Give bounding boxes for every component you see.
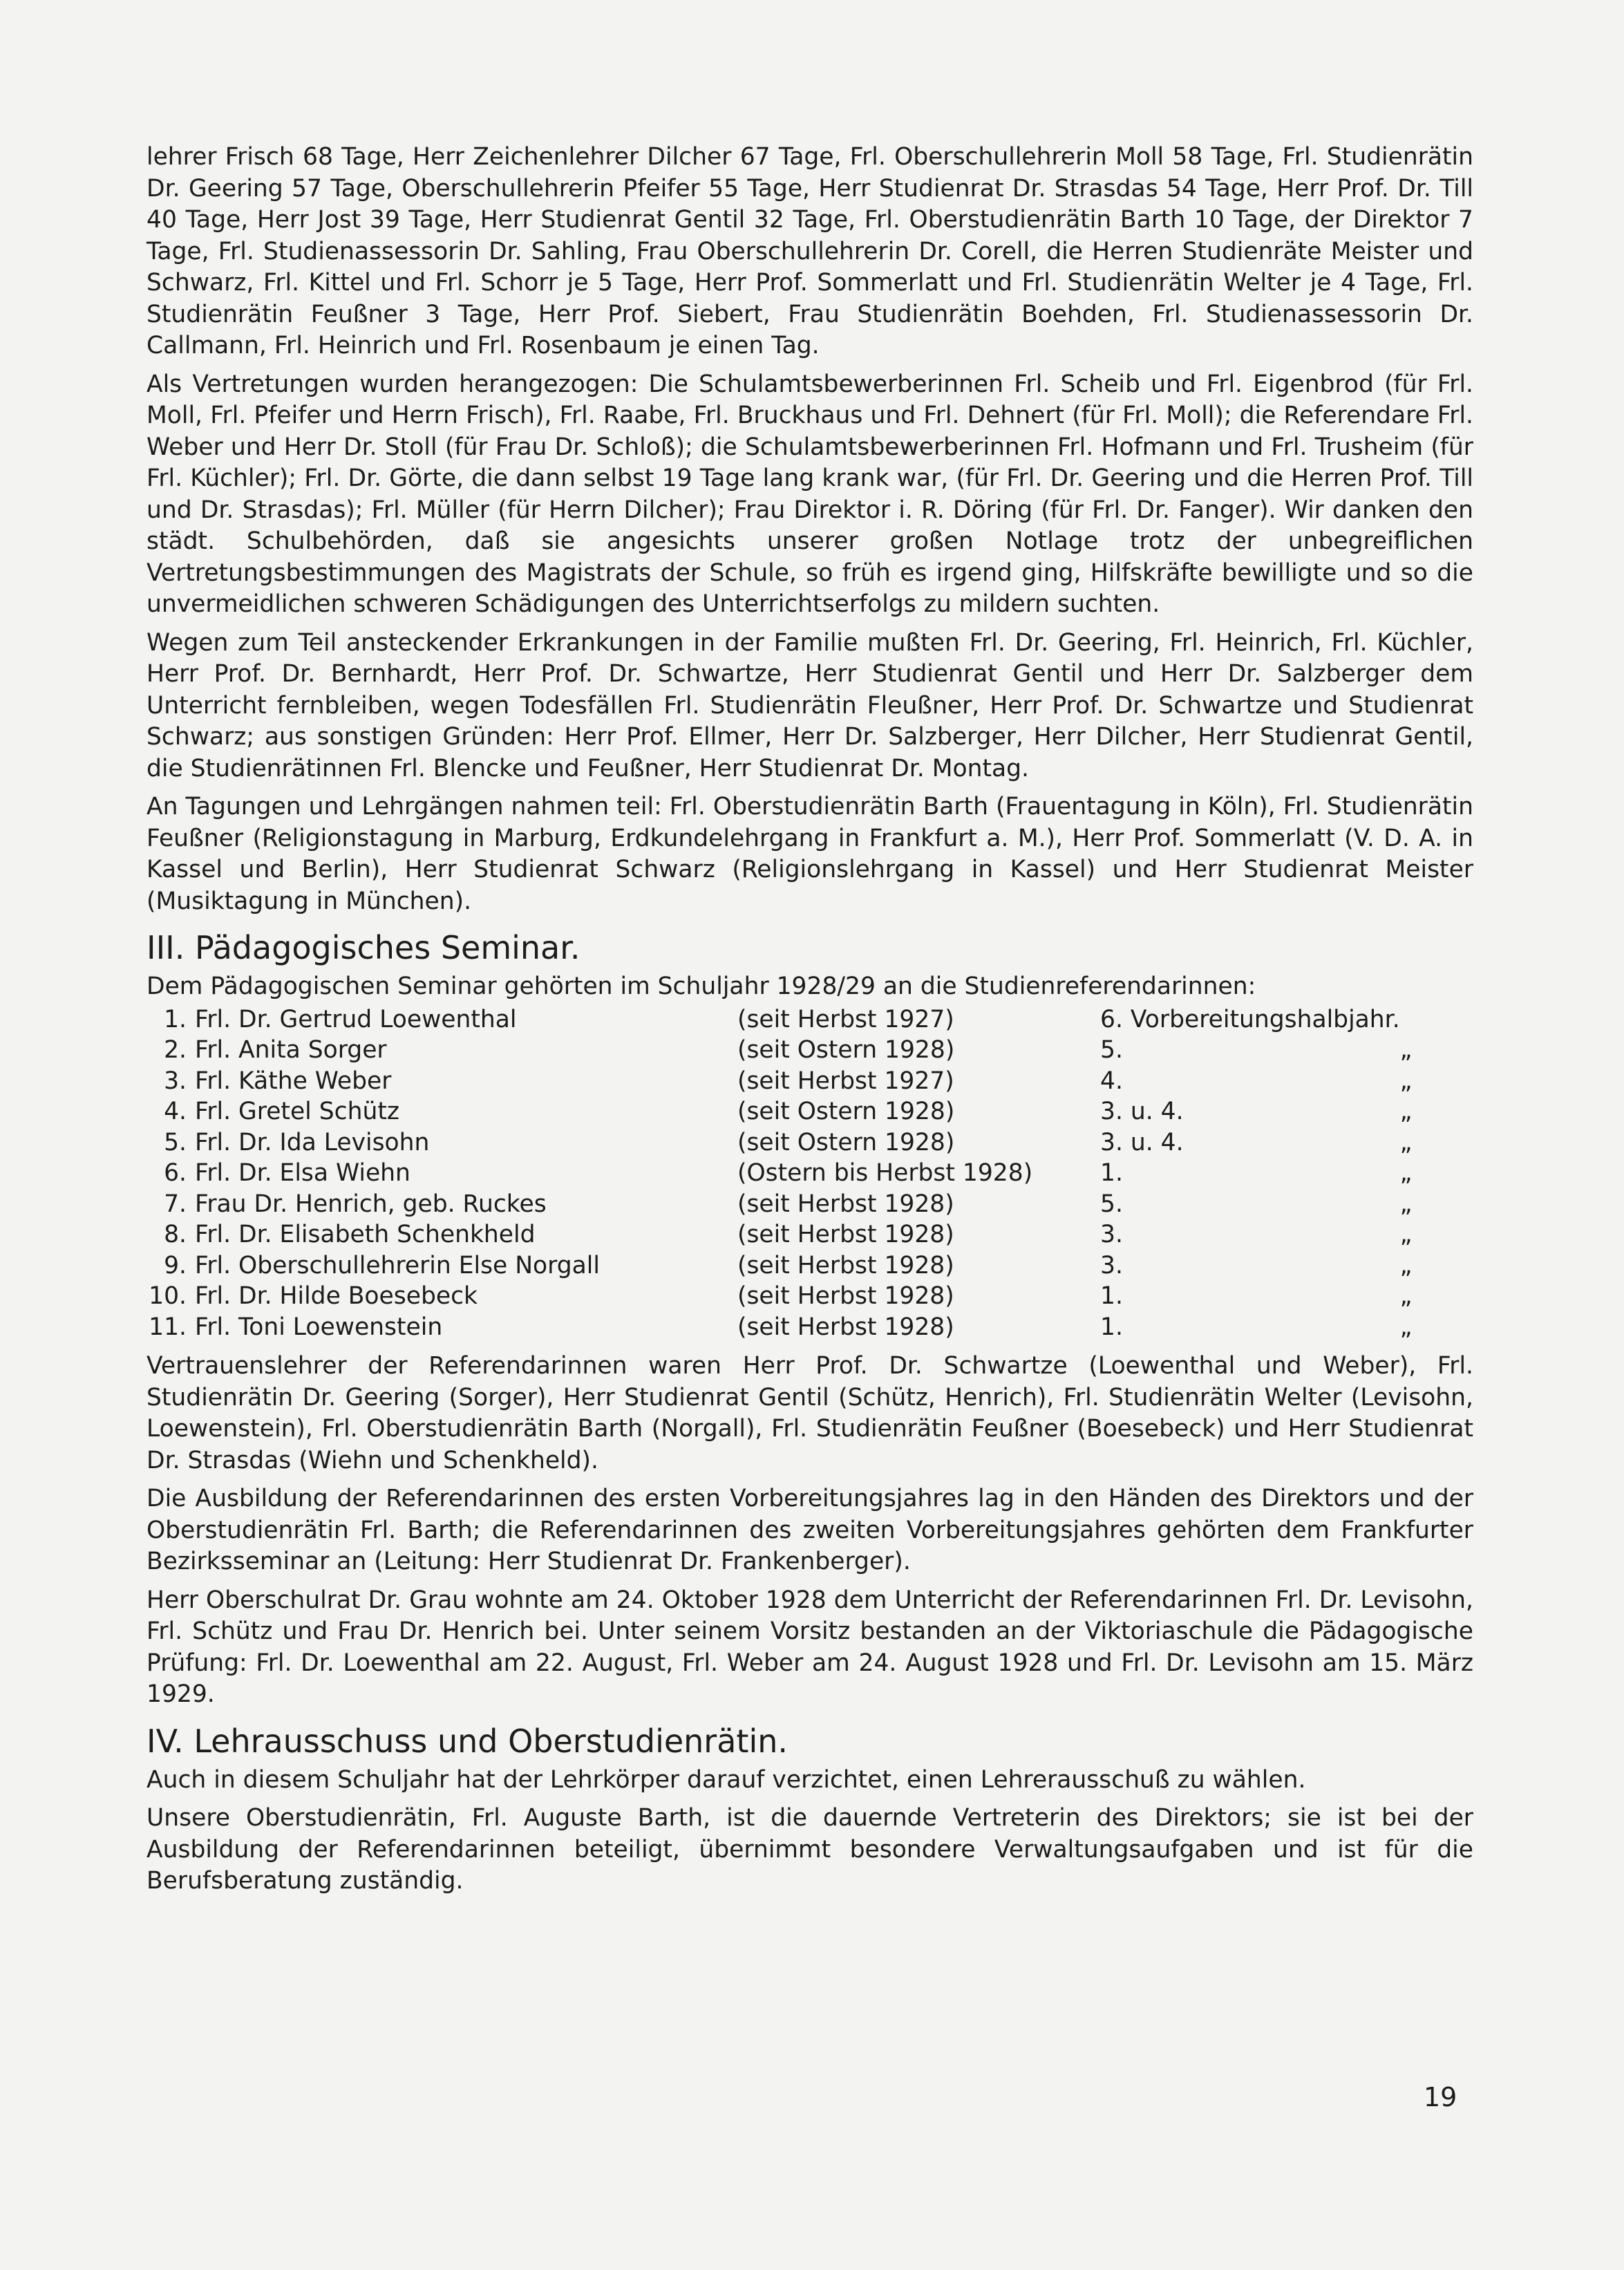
cell-semester: 3.	[1100, 1251, 1123, 1279]
paragraph-training: Die Ausbildung der Referendarinnen des ersten Vorbereitungsjahres lag in den Händen des Direktors und der Oberstudienrätin Frl. Barth; die Referendarinnen des zweiten Vorbereitungsjahres gehörten dem Frankfurter Bezirksseminar an (Leitung: Herr Studienrat Dr. Frankenberger).	[147, 1485, 1473, 1575]
cell-since: (seit Ostern 1928)	[737, 1036, 955, 1064]
section-heading-committee: IV. Lehrausschuss und Oberstudienrätin.	[147, 1722, 788, 1760]
cell-name: Frl. Dr. Hilde Boesebeck	[195, 1282, 478, 1310]
table-row	[147, 1096, 1413, 1127]
cell-semester: 4.	[1100, 1067, 1123, 1095]
cell-name: Frl. Gretel Schütz	[195, 1098, 399, 1125]
cell-num: 8.	[164, 1221, 187, 1248]
table-row	[147, 1312, 1413, 1343]
document-page	[147, 142, 1473, 1904]
table-row	[147, 1250, 1413, 1282]
cell-num: 3.	[164, 1067, 187, 1095]
cell-extra: „	[1399, 1098, 1413, 1125]
cell-extra: „	[1399, 1221, 1413, 1248]
cell-since: (seit Herbst 1928)	[737, 1221, 954, 1248]
cell-semester: 3. u. 4.	[1100, 1128, 1184, 1156]
paragraph-illness: Wegen zum Teil ansteckender Erkrankungen in der Familie mußten Frl. Dr. Geering, Frl. Heinrich, Frl. Küchler, Herr Prof. Dr. Bernhardt, Herr Prof. Dr. Schwartze, Herr Studienrat Gentil und Herr Dr. Salzberger dem Unterricht fernbleiben, wegen Todesfällen Frl. Studienrätin Fleußner, Herr Prof. Dr. Schwartze und Studienrat Schwarz; aus sonstigen Gründen: Herr Prof. Ellmer, Herr Dr. Salzberger, Herr Dilcher, Herr Studienrat Gentil, die Studienrätinnen Frl. Blencke und Feußner, Herr Studienrat Dr. Montag.	[147, 628, 1473, 782]
cell-since: (Ostern bis Herbst 1928)	[737, 1159, 1033, 1187]
table-row	[147, 1281, 1413, 1312]
cell-num: 9.	[164, 1251, 187, 1279]
cell-num: 1.	[164, 1005, 187, 1033]
paragraph-deputy: Unsere Oberstudienrätin, Frl. Auguste Barth, ist die dauernde Vertreterin des Direktors; sie ist bei der Ausbildung der Referendarinnen beteiligt, übernimmt besondere Verwaltungsaufgaben und ist für die Berufsberatung zuständig.	[147, 1804, 1473, 1895]
cell-name: Frl. Dr. Ida Levisohn	[195, 1128, 430, 1156]
cell-name: Frl. Dr. Elsa Wiehn	[195, 1159, 410, 1187]
cell-extra: „	[1399, 1159, 1413, 1187]
cell-num: 5.	[164, 1128, 187, 1156]
cell-semester: 3. u. 4.	[1100, 1098, 1184, 1125]
table-row	[147, 1004, 1413, 1035]
cell-name: Frl. Dr. Elisabeth Schenkheld	[195, 1221, 536, 1248]
cell-semester: 3.	[1100, 1221, 1123, 1248]
cell-semester: 6. Vorbereitungshalbjahr.	[1100, 1005, 1400, 1033]
cell-name: Frl. Dr. Gertrud Loewenthal	[195, 1005, 517, 1033]
cell-name: Frl. Anita Sorger	[195, 1036, 387, 1064]
table-row	[147, 1189, 1413, 1220]
cell-num: 2.	[164, 1036, 187, 1064]
cell-since: (seit Ostern 1928)	[737, 1098, 955, 1125]
cell-extra: „	[1399, 1313, 1413, 1341]
cell-name: Frl. Oberschullehrerin Else Norgall	[195, 1251, 600, 1279]
paragraph-absences: lehrer Frisch 68 Tage, Herr Zeichenlehrer Dilcher 67 Tage, Frl. Oberschullehrerin Moll 58 Tage, Frl. Studienrätin Dr. Geering 57 Tage, Oberschullehrerin Pfeifer 55 Tage, Herr Studienrat Dr. Strasdas 54 Tage, Herr Prof. Dr. Till 40 Tage, Herr Jost 39 Tage, Herr Studienrat Gentil 32 Tage, Frl. Oberstudienrätin Barth 10 Tage, der Direktor 7 Tage, Frl. Studienassessorin Dr. Sahling, Frau Oberschullehrerin Dr. Corell, die Herren Studienräte Meister und Schwarz, Frl. Kittel und Frl. Schorr je 5 Tage, Herr Prof. Sommerlatt und Frl. Studienrätin Welter je 4 Tage, Frl. Studienrätin Feußner 3 Tage, Herr Prof. Siebert, Frau Studienrätin Boehden, Frl. Studienassessorin Dr. Callmann, Frl. Heinrich und Frl. Rosenbaum je einen Tag.	[147, 143, 1473, 359]
page-number: 19	[1424, 2082, 1457, 2112]
cell-num: 7.	[164, 1190, 187, 1218]
cell-name: Frau Dr. Henrich, geb. Ruckes	[195, 1190, 547, 1218]
referendar-table	[147, 1004, 1413, 1343]
cell-extra: „	[1399, 1036, 1413, 1064]
cell-name: Frl. Käthe Weber	[195, 1067, 392, 1095]
cell-extra	[1400, 1004, 1413, 1035]
cell-num: 6.	[164, 1159, 187, 1187]
paragraph-substitutes: Als Vertretungen wurden herangezogen: Die Schulamtsbewerberinnen Frl. Scheib und Frl. Eigenbrod (für Frl. Moll, Frl. Pfeifer und Herrn Frisch), Frl. Raabe, Frl. Bruckhaus und Frl. Dehnert (für Frl. Moll); die Referendare Frl. Weber und Herr Dr. Stoll (für Frau Dr. Schloß); die Schulamtsbewerberinnen Frl. Hofmann und Frl. Trusheim (für Frl. Küchler); Frl. Dr. Görte, die dann selbst 19 Tage lang krank war, (für Frl. Dr. Geering und die Herren Prof. Till und Dr. Strasdas); Frl. Müller (für Herrn Dilcher); Frau Direktor i. R. Döring (für Frl. Dr. Fanger). Wir danken den städt. Schulbehörden, daß sie angesichts unserer großen Notlage trotz der unbegreiflichen Vertretungsbestimmungen des Magistrats der Schule, so früh es irgend ging, Hilfskräfte bewilligte und so die unvermeidlichen schweren Schädigungen des Unterrichtserfolgs zu mildern suchten.	[147, 370, 1473, 618]
seminar-intro: Dem Pädagogischen Seminar gehörten im Schuljahr 1928/29 an die Studienreferendarinnen:	[147, 973, 1256, 1000]
table-row	[147, 1066, 1413, 1097]
table-row	[147, 1158, 1413, 1189]
cell-num: 10.	[149, 1282, 187, 1310]
table-row	[147, 1219, 1413, 1250]
cell-extra: „	[1399, 1282, 1413, 1310]
cell-semester: 1.	[1100, 1313, 1123, 1341]
cell-semester: 1.	[1100, 1159, 1123, 1187]
table-row	[147, 1127, 1413, 1159]
cell-since: (seit Herbst 1928)	[737, 1190, 954, 1218]
paragraph-mentors: Vertrauenslehrer der Referendarinnen waren Herr Prof. Dr. Schwartze (Loewenthal und Weber), Frl. Studienrätin Dr. Geering (Sorger), Herr Studienrat Gentil (Schütz, Henrich), Frl. Studienrätin Welter (Levisohn, Loewenstein), Frl. Oberstudienrätin Barth (Norgall), Frl. Studienrätin Feußner (Boesebeck) und Herr Studienrat Dr. Strasdas (Wiehn und Schenkheld).	[147, 1352, 1473, 1474]
cell-extra: „	[1399, 1128, 1413, 1156]
cell-since: (seit Herbst 1927)	[737, 1005, 954, 1033]
cell-num: 11.	[149, 1313, 187, 1341]
paragraph-exam: Herr Oberschulrat Dr. Grau wohnte am 24. Oktober 1928 dem Unterricht der Referendarinnen Frl. Dr. Levisohn, Frl. Schütz und Frau Dr. Henrich bei. Unter seinem Vorsitz bestanden an der Viktoriaschule die Pädagogische Prüfung: Frl. Dr. Loewenthal am 22. August, Frl. Weber am 24. August 1928 und Frl. Dr. Levisohn am 15. März 1929.	[147, 1586, 1473, 1708]
section-heading-seminar: III. Pädagogisches Seminar.	[147, 929, 580, 966]
cell-since: (seit Ostern 1928)	[737, 1128, 955, 1156]
paragraph-committee: Auch in diesem Schuljahr hat der Lehrkörper darauf verzichtet, einen Lehrerausschuß zu wählen.	[147, 1765, 1306, 1794]
paragraph-conferences: An Tagungen und Lehrgängen nahmen teil: Frl. Oberstudienrätin Barth (Frauentagung in Köln), Frl. Studienrätin Feußner (Religionstagung in Marburg, Erdkundelehrgang in Frankfurt a. M.), Herr Prof. Sommerlatt (V. D. A. in Kassel und Berlin), Herr Studienrat Schwarz (Religionslehrgang in Kassel) und Herr Studienrat Meister (Musiktagung in München).	[147, 793, 1473, 915]
cell-since: (seit Herbst 1928)	[737, 1313, 954, 1341]
cell-semester: 1.	[1100, 1282, 1123, 1310]
cell-semester: 5.	[1100, 1036, 1123, 1064]
cell-since: (seit Herbst 1928)	[737, 1282, 954, 1310]
cell-extra: „	[1399, 1190, 1413, 1218]
cell-semester: 5.	[1100, 1190, 1123, 1218]
table-row	[147, 1035, 1413, 1066]
cell-extra: „	[1399, 1251, 1413, 1279]
cell-extra: „	[1399, 1067, 1413, 1095]
cell-since: (seit Herbst 1927)	[737, 1067, 954, 1095]
cell-since: (seit Herbst 1928)	[737, 1251, 954, 1279]
cell-num: 4.	[164, 1098, 187, 1125]
cell-name: Frl. Toni Loewenstein	[195, 1313, 443, 1341]
